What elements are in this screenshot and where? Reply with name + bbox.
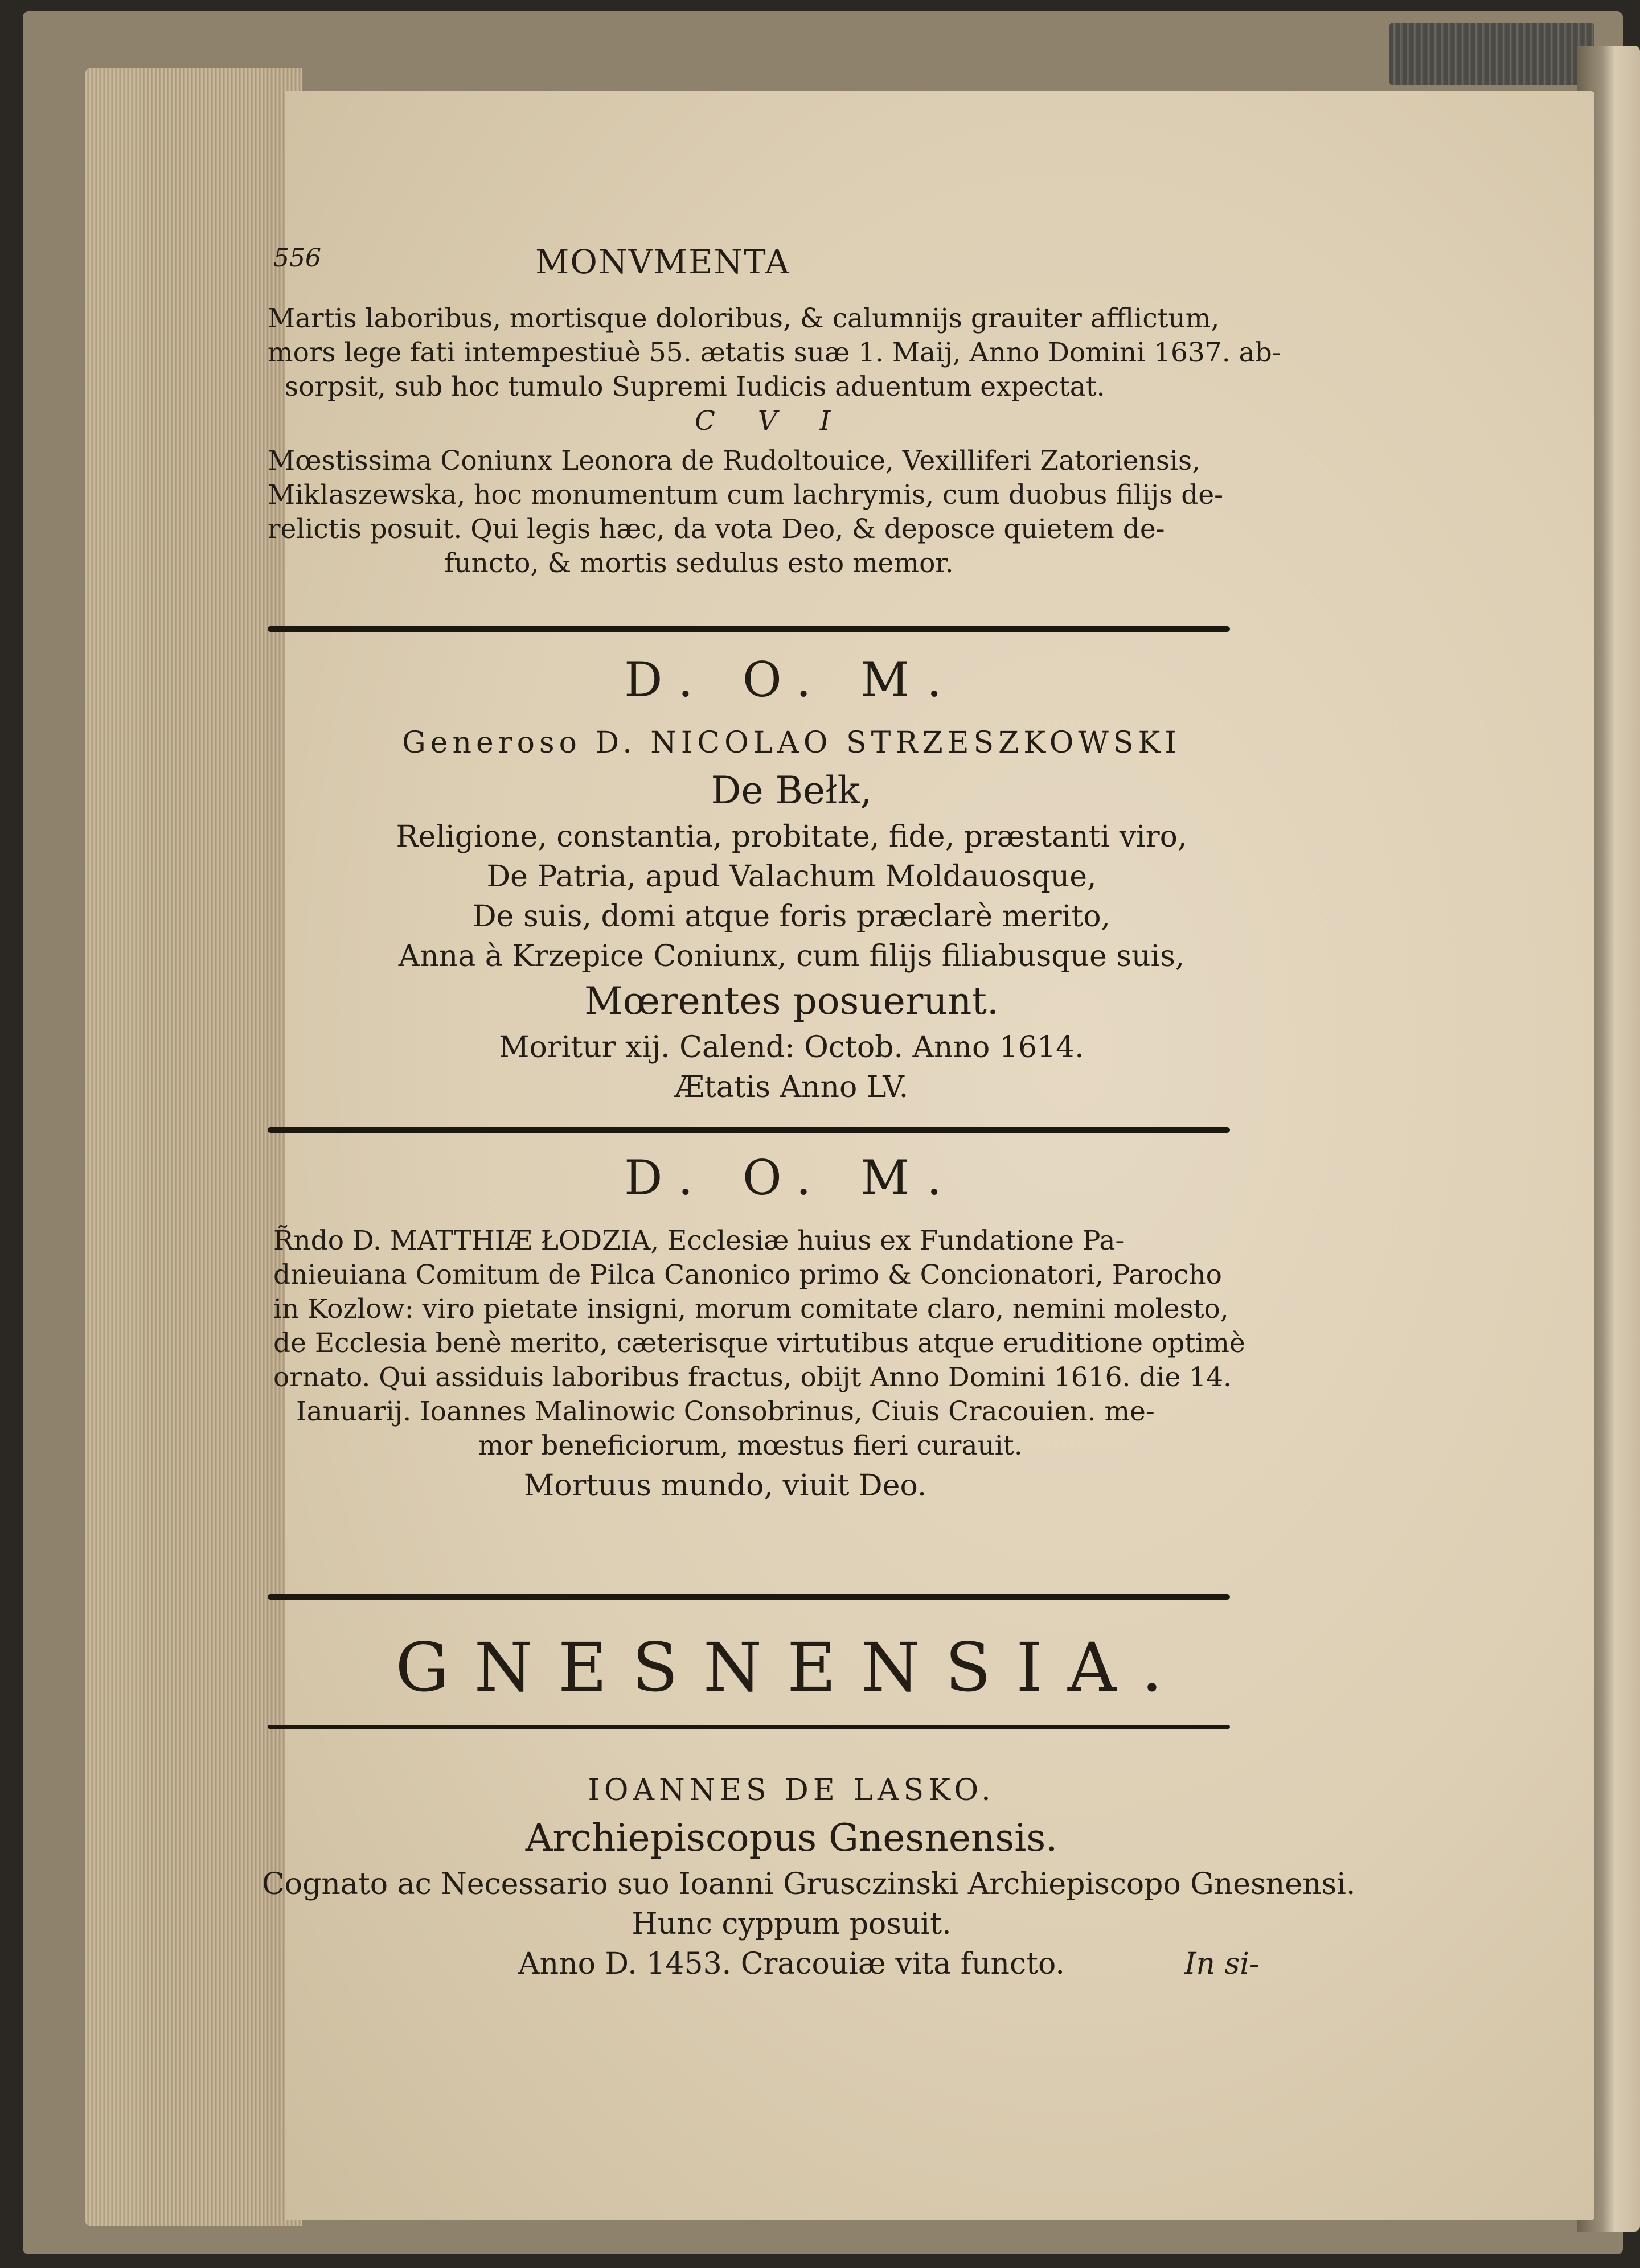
page-number: 556 bbox=[273, 244, 321, 273]
text-line: Moritur xij. Calend: Octob. Anno 1614. bbox=[499, 1030, 1084, 1065]
text-line: Anna à Krzepice Coniunx, cum filijs filiabusque suis, bbox=[398, 939, 1185, 973]
dom-heading: D. O. M. bbox=[624, 652, 959, 708]
text-line: dnieuiana Comitum de Pilca Canonico primo & Concionatori, Parocho bbox=[273, 1259, 1222, 1291]
dedicatee-name: Generoso D. NICOLAO STRZESZKOWSKI bbox=[402, 726, 1181, 760]
section-title: GNESNENSIA. bbox=[395, 1628, 1188, 1707]
text-line: sorpsit, sub hoc tumulo Supremi Iudicis aduentum expectat. bbox=[285, 371, 1105, 402]
text-line: Ianuarij. Ioannes Malinowic Consobrinus, Ciuis Cracouien. me- bbox=[296, 1396, 1155, 1427]
text-line: ornato. Qui assiduis laboribus fractus, obijt Anno Domini 1616. die 14. bbox=[273, 1362, 1232, 1393]
text-line: IOANNES DE LASKO. bbox=[588, 1773, 995, 1807]
text-line: Archiepiscopus Gnesnensis. bbox=[525, 1816, 1058, 1860]
dom-heading: D. O. M. bbox=[624, 1150, 959, 1206]
text-line: functo, & mortis sedulus esto memor. bbox=[444, 548, 954, 579]
horizontal-rule bbox=[268, 1127, 1230, 1133]
binding-band bbox=[1389, 23, 1594, 85]
text-line: mor beneficiorum, mœstus fieri curauit. bbox=[478, 1430, 1023, 1461]
text-line: relictis posuit. Qui legis hæc, da vota Deo, & deposce quietem de- bbox=[268, 513, 1165, 545]
text-line: mors lege fati intempestiuè 55. ætatis suæ 1. Maij, Anno Domini 1637. ab- bbox=[268, 337, 1281, 368]
text-line: De Bełk, bbox=[711, 769, 872, 812]
text-line: Religione, constantia, probitate, fide, præstanti viro, bbox=[396, 820, 1187, 854]
catchword: In si- bbox=[1184, 1947, 1260, 1981]
text-line: Cognato ac Necessario suo Ioanni Grusczinski Archiepiscopo Gnesnensi. bbox=[262, 1867, 1356, 1901]
text-line: Mortuus mundo, viuit Deo. bbox=[524, 1469, 927, 1503]
text-line: Ætatis Anno LV. bbox=[674, 1070, 909, 1104]
horizontal-rule bbox=[268, 1725, 1230, 1729]
text-line: R̃ndo D. MATTHIÆ ŁODZIA, Ecclesiæ huius ex Fundatione Pa- bbox=[273, 1225, 1125, 1256]
horizontal-rule bbox=[268, 1594, 1230, 1600]
horizontal-rule bbox=[268, 626, 1230, 632]
text-line: De Patria, apud Valachum Moldauosque, bbox=[486, 860, 1097, 894]
running-head: MONVMENTA bbox=[535, 243, 790, 281]
text-line: Mœrentes posuerunt. bbox=[584, 979, 999, 1023]
text-line: de Ecclesia benè merito, cæterisque virtutibus atque eruditione optimè bbox=[273, 1328, 1245, 1359]
section-numeral: C V I bbox=[695, 405, 848, 437]
text-line: Miklaszewska, hoc monumentum cum lachrymis, cum duobus filijs de- bbox=[268, 479, 1224, 511]
text-line: Hunc cyppum posuit. bbox=[632, 1907, 952, 1941]
text-line: De suis, domi atque foris præclarè merito, bbox=[472, 899, 1111, 934]
page-edges bbox=[85, 68, 302, 2226]
text-line: in Kozlow: viro pietate insigni, morum comitate claro, nemini molesto, bbox=[273, 1293, 1229, 1325]
book-page bbox=[262, 91, 1594, 2220]
text-line: Martis laboribus, mortisque doloribus, & calumnijs grauiter afflictum, bbox=[268, 303, 1220, 334]
text-line: Mœstissima Coniunx Leonora de Rudoltouice, Vexilliferi Zatoriensis, bbox=[268, 445, 1201, 476]
page-content bbox=[262, 91, 1594, 2220]
text-line: Anno D. 1453. Cracouiæ vita functo. bbox=[518, 1947, 1065, 1981]
